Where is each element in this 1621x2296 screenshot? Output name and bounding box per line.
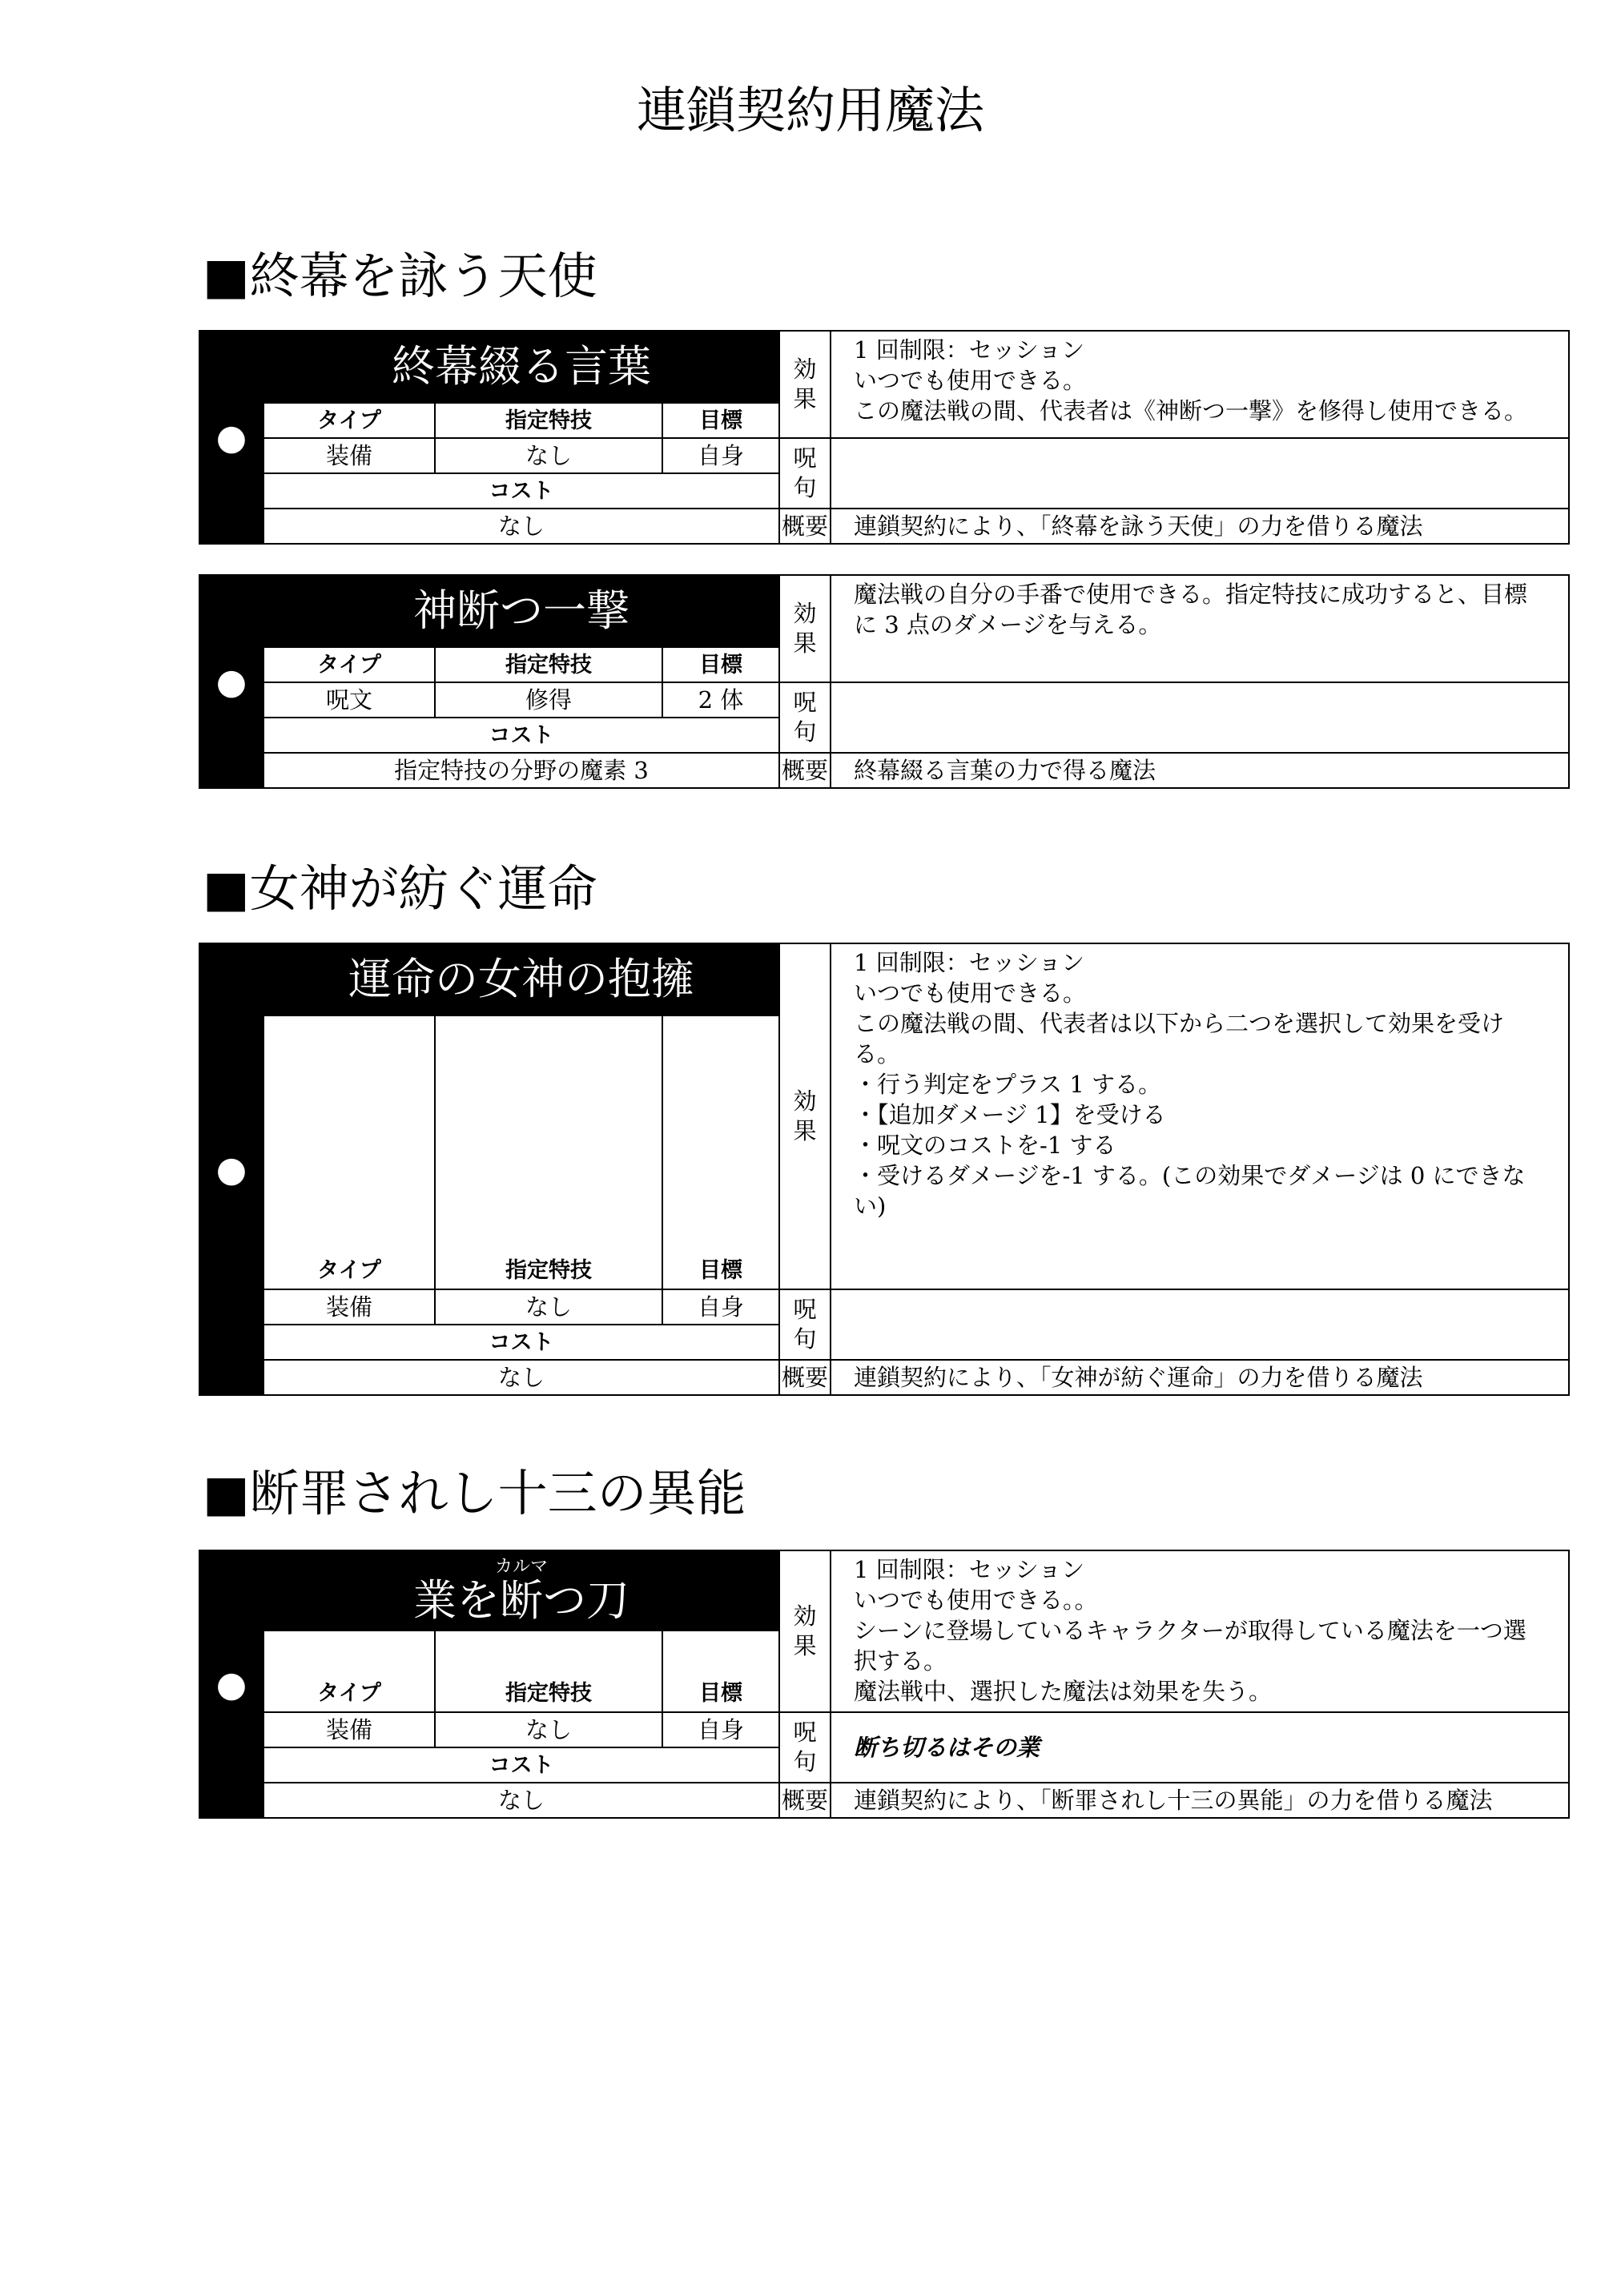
effect-text: 1 回制限：セッション いつでも使用できる。。 シーンに登場しているキャラクターが取得している魔法を一つ選 択する。 魔法戦中、選択した魔法は効果を失う。 [831, 1550, 1569, 1712]
summary-text: 連鎖契約により、「女神が紡ぐ運命」の力を借りる魔法 [831, 1360, 1569, 1395]
type-header: タイプ [263, 1631, 435, 1712]
type-value: 装備 [263, 1289, 435, 1325]
section-heading-thirteen: ■断罪されし十三の異能 [203, 1464, 746, 1522]
skill-header: 指定特技 [435, 403, 662, 438]
magic-card-karma [199, 1550, 1568, 1819]
target-value: 2 体 [662, 682, 779, 718]
target-value: 自身 [662, 438, 779, 473]
type-header: タイプ [263, 403, 435, 438]
effect-label: 効 果 [779, 575, 831, 682]
cost-header: コスト [263, 1325, 779, 1360]
card-name: 終幕綴る言葉 [263, 331, 779, 403]
skill-value: なし [435, 1712, 662, 1747]
chant-text [831, 682, 1569, 753]
cost-header: コスト [263, 718, 779, 753]
type-value: 装備 [263, 1712, 435, 1747]
skill-value: 修得 [435, 682, 662, 718]
chant-text [831, 1289, 1569, 1360]
type-value: 装備 [263, 438, 435, 473]
magic-card-unmei [199, 943, 1568, 1396]
summary-label: 概要 [779, 509, 831, 544]
type-header: タイプ [263, 647, 435, 682]
target-value: 自身 [662, 1712, 779, 1747]
skill-header: 指定特技 [435, 647, 662, 682]
card-bullet: ● [199, 575, 263, 788]
skill-value: なし [435, 438, 662, 473]
summary-label: 概要 [779, 1360, 831, 1395]
summary-label: 概要 [779, 753, 831, 788]
target-value: 自身 [662, 1289, 779, 1325]
card-bullet: ● [199, 943, 263, 1395]
card-name-ruby: カルマ [495, 1557, 549, 1577]
chant-label: 呪 句 [779, 1289, 831, 1360]
effect-text: 1 回制限：セッション いつでも使用できる。 この魔法戦の間、代表者は《神断つ一撃》を修得し使用できる。 [831, 331, 1569, 438]
cost-header: コスト [263, 473, 779, 509]
card-name: 運命の女神の抱擁 [263, 943, 779, 1015]
target-header: 目標 [662, 403, 779, 438]
section-heading-goddess: ■女神が紡ぐ運命 [203, 859, 597, 918]
page-title: 連鎖契約用魔法 [636, 81, 984, 139]
section-heading-angel: ■終幕を詠う天使 [203, 247, 597, 305]
effect-text: 魔法戦の自分の手番で使用できる。指定特技に成功すると、目標 に 3 点のダメージを与える。 [831, 575, 1569, 682]
cost-value: なし [263, 1783, 779, 1818]
skill-header: 指定特技 [435, 1015, 662, 1289]
card-name: カルマ 業を断つ刀 [263, 1550, 779, 1631]
card-name: 神断つ一撃 [263, 575, 779, 647]
effect-label: 効 果 [779, 943, 831, 1289]
type-header: タイプ [263, 1015, 435, 1289]
chant-text [831, 438, 1569, 509]
effect-label: 効 果 [779, 1550, 831, 1712]
skill-value: なし [435, 1289, 662, 1325]
effect-label: 効 果 [779, 331, 831, 438]
type-value: 呪文 [263, 682, 435, 718]
summary-text: 連鎖契約により、「終幕を詠う天使」の力を借りる魔法 [831, 509, 1569, 544]
summary-text: 終幕綴る言葉の力で得る魔法 [831, 753, 1569, 788]
magic-card-shuumaku [199, 330, 1568, 545]
target-header: 目標 [662, 1015, 779, 1289]
cost-value: 指定特技の分野の魔素 3 [263, 753, 779, 788]
card-bullet: ● [199, 331, 263, 544]
cost-header: コスト [263, 1747, 779, 1783]
chant-label: 呪 句 [779, 1712, 831, 1783]
target-header: 目標 [662, 1631, 779, 1712]
summary-label: 概要 [779, 1783, 831, 1818]
target-header: 目標 [662, 647, 779, 682]
cost-value: なし [263, 509, 779, 544]
chant-label: 呪 句 [779, 682, 831, 753]
skill-header: 指定特技 [435, 1631, 662, 1712]
effect-text: 1 回制限：セッション いつでも使用できる。 この魔法戦の間、代表者は以下から二つを選択して効果を受け る。 ・行う判定をプラス 1 する。 ・【追加ダメージ 1】を受ける ・呪文のコストを-1 する ・受けるダメージを-1 する。(この効果でダメージは 0 にできな い) [831, 943, 1569, 1289]
magic-card-kamitatsu [199, 574, 1568, 789]
summary-text: 連鎖契約により、「断罪されし十三の異能」の力を借りる魔法 [831, 1783, 1569, 1818]
chant-text: 断ち切るはその業 [831, 1712, 1569, 1783]
card-bullet: ● [199, 1550, 263, 1818]
cost-value: なし [263, 1360, 779, 1395]
chant-label: 呪 句 [779, 438, 831, 509]
